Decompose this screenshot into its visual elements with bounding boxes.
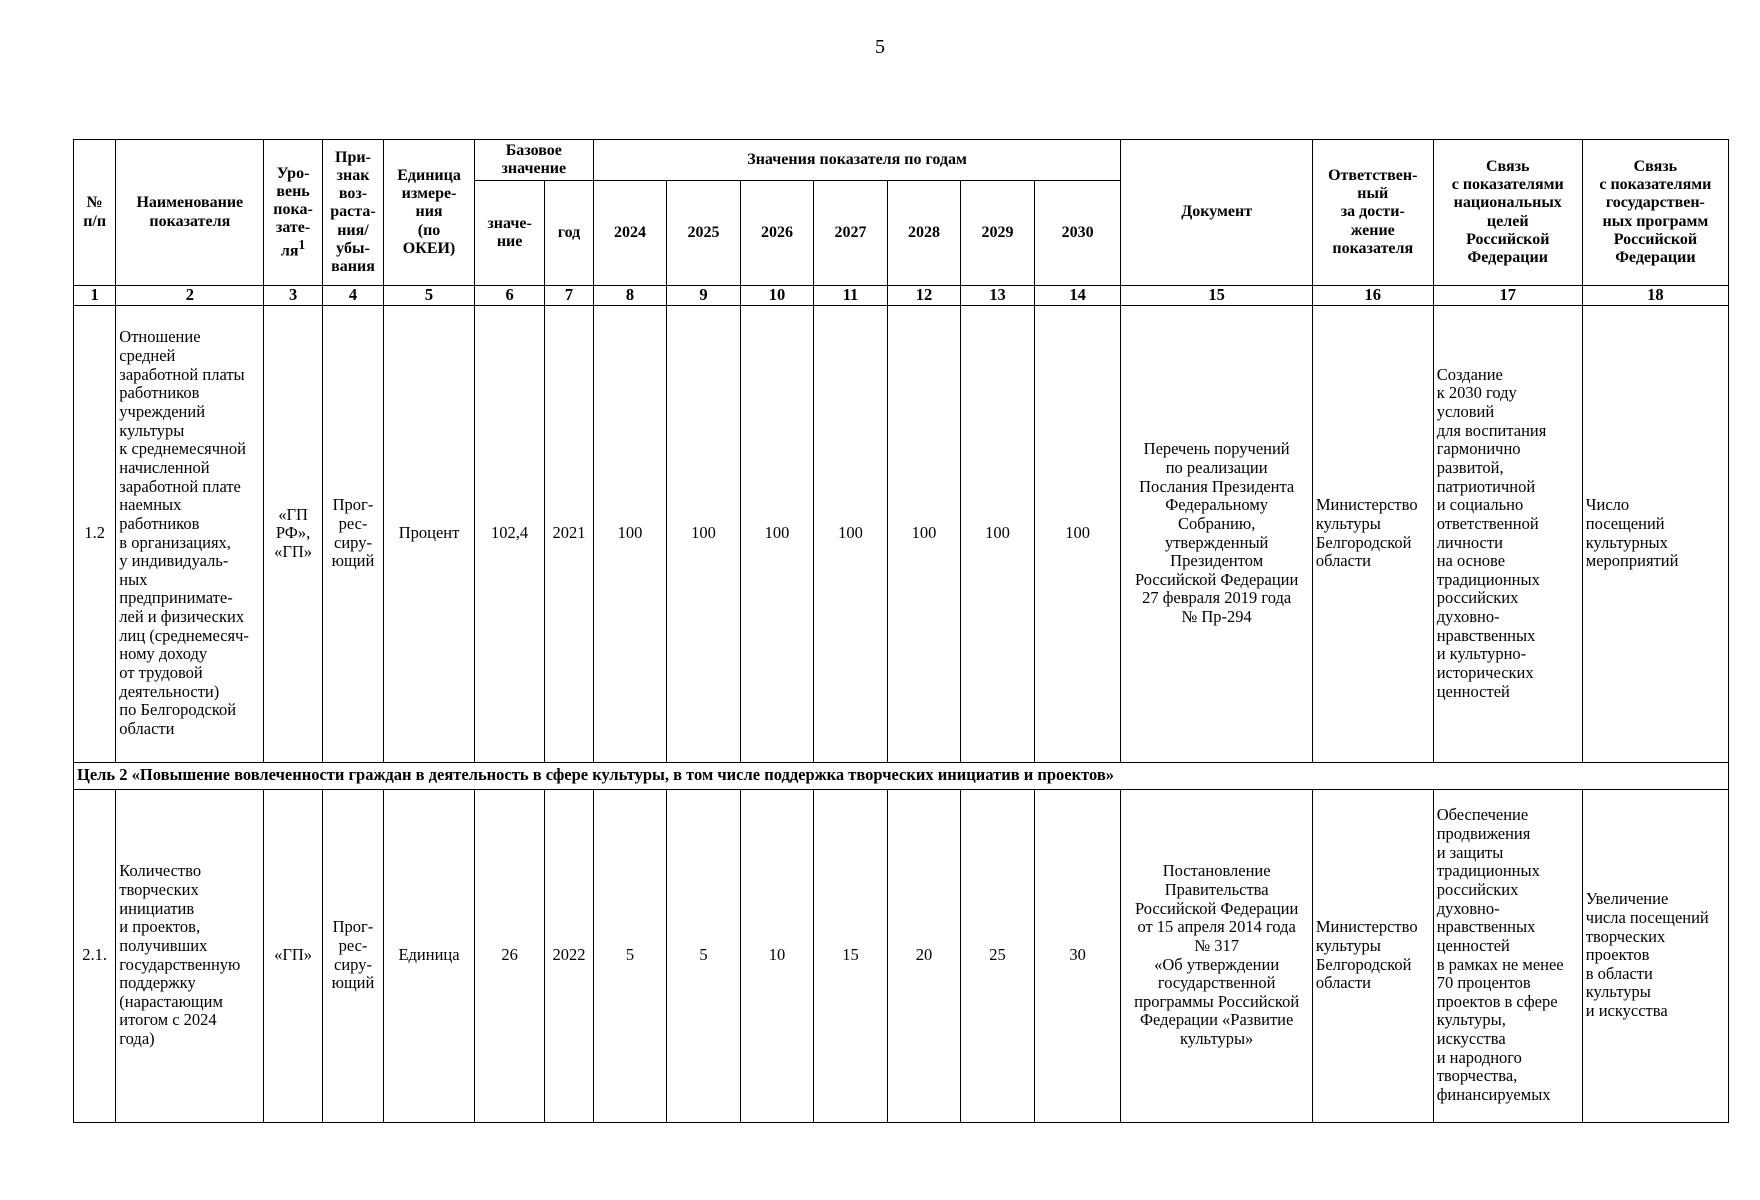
column-number: 11: [814, 286, 888, 306]
row-number: 2.1.: [74, 789, 116, 1122]
year-value: 10: [740, 789, 814, 1122]
table-row: [74, 305, 1729, 762]
year-value: 100: [740, 305, 814, 762]
header-year: 2024: [593, 181, 667, 286]
column-number: 10: [740, 286, 814, 306]
national-goals-link: Обеспечение продвижения и защиты традиционных российских духовно- нравственных ценностей в рамках не менее 70 процентов проектов в сфере культуры, искусства и народного творчества, финансируемых: [1433, 789, 1582, 1122]
indicators-table: [73, 139, 1729, 1123]
year-value: 5: [593, 789, 667, 1122]
header-state-programs: Связь с показателями государствен- ных программ Российской Федерации: [1582, 140, 1728, 286]
year-value: 100: [667, 305, 741, 762]
header-responsible: Ответствен- ный за дости- жение показателя: [1312, 140, 1433, 286]
year-value: 100: [1034, 305, 1121, 762]
indicator-name: Отношение средней заработной платы работников учреждений культуры к среднемесячной начисленной заработной плате наемных работников в организациях, у индивидуаль- ных предпринимате- лей и физических лиц (среднемесяч- ному доходу от трудовой деятельности) по Белгородской области: [116, 305, 264, 762]
year-value: 100: [887, 305, 961, 762]
state-programs-link: Увеличение числа посещений творческих проектов в области культуры и искусства: [1582, 789, 1728, 1122]
header-level-text: Уро- вень пока- зате- ля: [273, 164, 313, 260]
indicator-level: «ГП РФ», «ГП»: [264, 305, 322, 762]
column-number: 2: [116, 286, 264, 306]
base-value: 26: [474, 789, 545, 1122]
column-number: 17: [1433, 286, 1582, 306]
column-number: 3: [264, 286, 322, 306]
indicator-level: «ГП»: [264, 789, 322, 1122]
indicator-unit: Процент: [384, 305, 475, 762]
state-programs-link: Число посещений культурных мероприятий: [1582, 305, 1728, 762]
header-base-year: год: [545, 181, 593, 286]
goal-row: [74, 762, 1729, 789]
column-number: 16: [1312, 286, 1433, 306]
year-value: 5: [667, 789, 741, 1122]
column-number: 12: [887, 286, 961, 306]
header-unit: Единица измере- ния (по ОКЕИ): [384, 140, 475, 286]
header-year: 2028: [887, 181, 961, 286]
base-year: 2021: [545, 305, 593, 762]
year-value: 25: [961, 789, 1035, 1122]
indicator-trend: Прог- рес- сиру- ющий: [322, 305, 383, 762]
year-value: 100: [814, 305, 888, 762]
column-number: 14: [1034, 286, 1121, 306]
year-value: 100: [593, 305, 667, 762]
header-number: № п/п: [74, 140, 116, 286]
header-year: 2030: [1034, 181, 1121, 286]
header-base-group: Базовое значение: [474, 140, 593, 181]
column-number: 13: [961, 286, 1035, 306]
header-trend: При- знак воз- раста- ния/ убы- вания: [322, 140, 383, 286]
header-year: 2027: [814, 181, 888, 286]
year-value: 20: [887, 789, 961, 1122]
column-number: 8: [593, 286, 667, 306]
table-row: [74, 789, 1729, 1122]
indicator-unit: Единица: [384, 789, 475, 1122]
header-year: 2025: [667, 181, 741, 286]
row-number: 1.2: [74, 305, 116, 762]
header-level-footnote: 1: [298, 236, 306, 252]
column-number: 18: [1582, 286, 1728, 306]
header-years-group: Значения показателя по годам: [593, 140, 1121, 181]
column-number: 7: [545, 286, 593, 306]
column-number: 1: [74, 286, 116, 306]
header-year: 2029: [961, 181, 1035, 286]
goal-title: Цель 2 «Повышение вовлеченности граждан в деятельность в сфере культуры, в том числе поддержка творческих инициатив и проектов»: [74, 762, 1729, 789]
document-reference: Постановление Правительства Российской Федерации от 15 апреля 2014 года № 317 «Об утверждении государственной программы Российской Федерации «Развитие культуры»: [1121, 789, 1312, 1122]
header-base-value: значе- ние: [474, 181, 545, 286]
indicator-name: Количество творческих инициатив и проектов, получивших государственную поддержку (нарастающим итогом с 2024 года): [116, 789, 264, 1122]
column-number: 4: [322, 286, 383, 306]
header-year: 2026: [740, 181, 814, 286]
year-value: 15: [814, 789, 888, 1122]
header-document: Документ: [1121, 140, 1312, 286]
column-number: 5: [384, 286, 475, 306]
header-indicator-name: Наименование показателя: [116, 140, 264, 286]
document-reference: Перечень поручений по реализации Послания Президента Федеральному Собранию, утвержденный Президентом Российской Федерации 27 февраля 2019 года № Пр-294: [1121, 305, 1312, 762]
column-number: 6: [474, 286, 545, 306]
page-number: 5: [875, 36, 885, 58]
year-value: 100: [961, 305, 1035, 762]
base-year: 2022: [545, 789, 593, 1122]
column-number: 9: [667, 286, 741, 306]
year-value: 30: [1034, 789, 1121, 1122]
header-level: [264, 140, 322, 286]
column-number-row: [74, 286, 1729, 306]
responsible-body: Министерство культуры Белгородской области: [1312, 789, 1433, 1122]
indicator-trend: Прог- рес- сиру- ющий: [322, 789, 383, 1122]
header-row-top: [74, 140, 1729, 181]
header-national-goals: Связь с показателями национальных целей Российской Федерации: [1433, 140, 1582, 286]
base-value: 102,4: [474, 305, 545, 762]
responsible-body: Министерство культуры Белгородской области: [1312, 305, 1433, 762]
national-goals-link: Создание к 2030 году условий для воспитания гармонично развитой, патриотичной и социально ответственной личности на основе традиционных российских духовно- нравственных и культурно- исторических ценностей: [1433, 305, 1582, 762]
column-number: 15: [1121, 286, 1312, 306]
